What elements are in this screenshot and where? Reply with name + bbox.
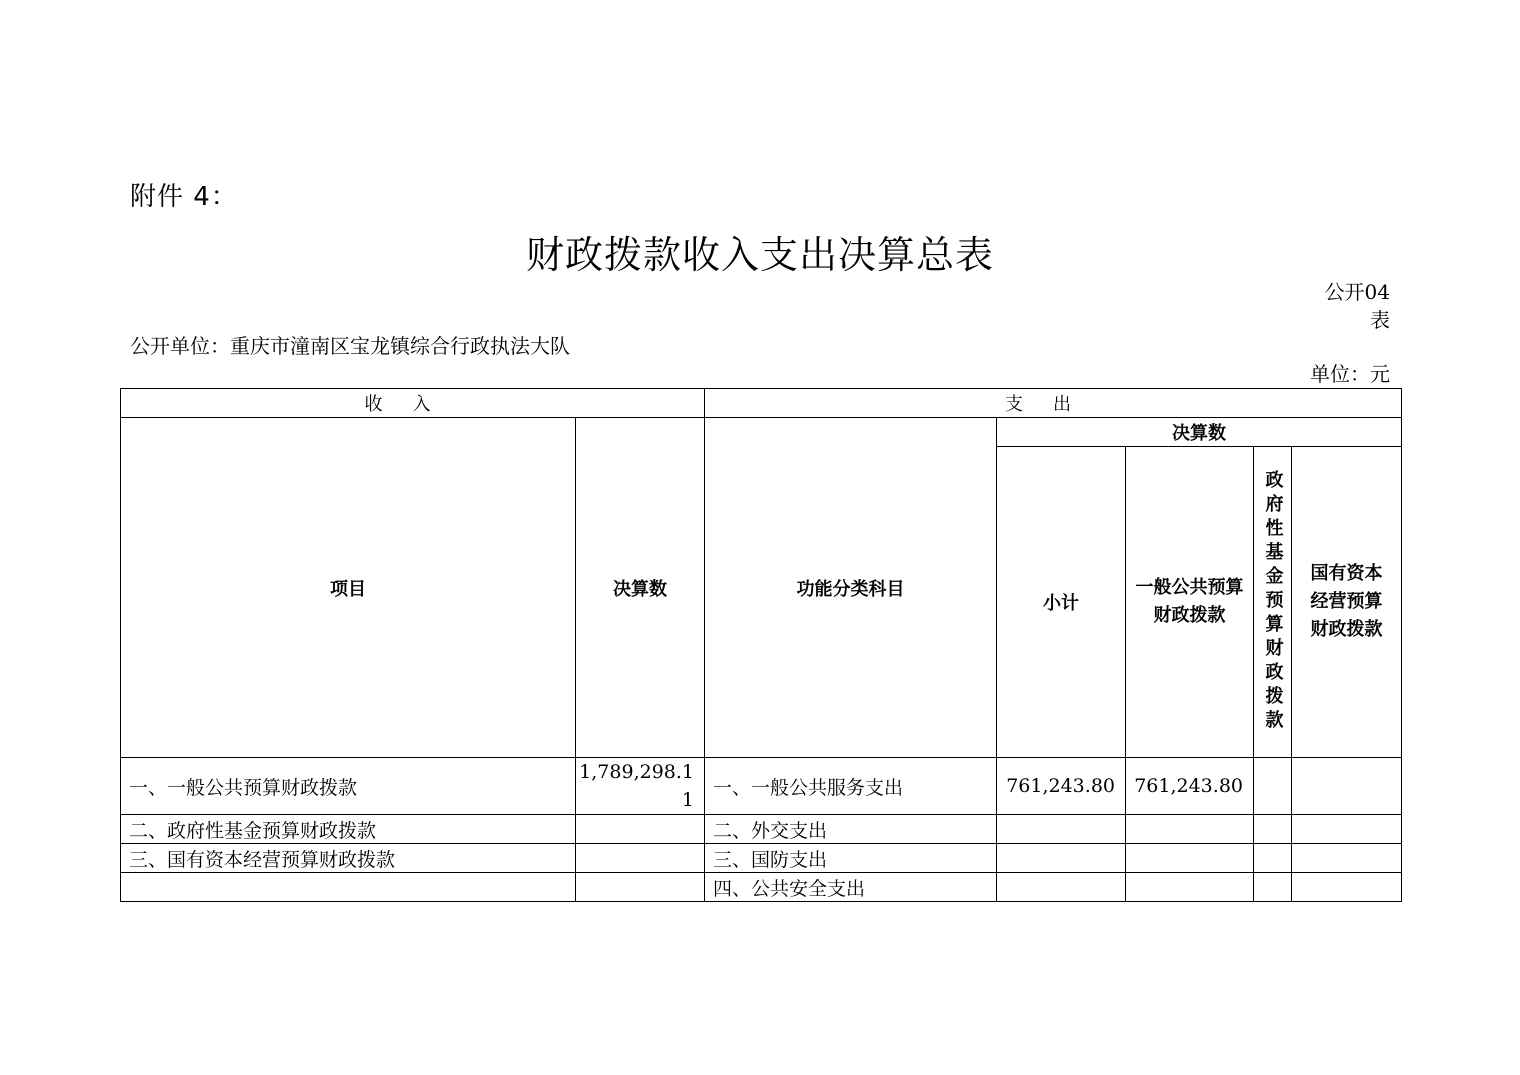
gov-fund-header-cell bbox=[1254, 447, 1292, 758]
unit-label: 单位：元 bbox=[1310, 362, 1390, 386]
table-code: 公开04表 bbox=[1324, 280, 1390, 332]
income-amount bbox=[576, 873, 705, 902]
state-capital-header: 国有资本经营预算财政拨款 bbox=[1292, 447, 1402, 758]
table-row bbox=[121, 844, 1402, 873]
gov-fund-header: 政府性基金预算财政拨款 bbox=[1262, 470, 1284, 734]
subtotal-value bbox=[997, 873, 1126, 902]
subtotal-value: 761,243.80 bbox=[997, 758, 1126, 815]
income-header: 收入 bbox=[121, 389, 705, 418]
attachment-label: 附件 4： bbox=[130, 182, 238, 212]
gov-fund-value bbox=[1254, 873, 1292, 902]
table-row bbox=[121, 758, 1402, 815]
subtotal-value bbox=[997, 844, 1126, 873]
state-capital-value bbox=[1292, 844, 1402, 873]
unit-name: 公开单位：重庆市潼南区宝龙镇综合行政执法大队 bbox=[130, 334, 570, 358]
final-amount-group-header: 决算数 bbox=[997, 418, 1402, 447]
subtotal-value bbox=[997, 815, 1126, 844]
function-category-header: 功能分类科目 bbox=[705, 418, 997, 758]
gov-fund-value bbox=[1254, 758, 1292, 815]
page-title: 财政拨款收入支出决算总表 bbox=[525, 233, 994, 277]
table-row bbox=[121, 815, 1402, 844]
expense-item: 二、外交支出 bbox=[705, 815, 997, 844]
state-capital-value bbox=[1292, 758, 1402, 815]
income-final-header: 决算数 bbox=[576, 418, 705, 758]
expense-header: 支出 bbox=[705, 389, 1402, 418]
gov-fund-value bbox=[1254, 844, 1292, 873]
income-item: 二、政府性基金预算财政拨款 bbox=[121, 815, 576, 844]
income-item: 三、国有资本经营预算财政拨款 bbox=[121, 844, 576, 873]
fiscal-summary-table bbox=[120, 388, 1402, 902]
income-amount: 1,789,298.11 bbox=[576, 758, 705, 815]
item-header: 项目 bbox=[121, 418, 576, 758]
table-row bbox=[121, 873, 1402, 902]
income-amount bbox=[576, 844, 705, 873]
general-budget-value: 761,243.80 bbox=[1126, 758, 1254, 815]
expense-item: 四、公共安全支出 bbox=[705, 873, 997, 902]
state-capital-value bbox=[1292, 873, 1402, 902]
general-budget-value bbox=[1126, 815, 1254, 844]
state-capital-value bbox=[1292, 815, 1402, 844]
expense-item: 三、国防支出 bbox=[705, 844, 997, 873]
income-item: 一、一般公共预算财政拨款 bbox=[121, 758, 576, 815]
expense-item: 一、一般公共服务支出 bbox=[705, 758, 997, 815]
income-item bbox=[121, 873, 576, 902]
subtotal-header: 小计 bbox=[997, 447, 1126, 758]
general-budget-header: 一般公共预算财政拨款 bbox=[1126, 447, 1254, 758]
gov-fund-value bbox=[1254, 815, 1292, 844]
income-amount bbox=[576, 815, 705, 844]
general-budget-value bbox=[1126, 873, 1254, 902]
general-budget-value bbox=[1126, 844, 1254, 873]
